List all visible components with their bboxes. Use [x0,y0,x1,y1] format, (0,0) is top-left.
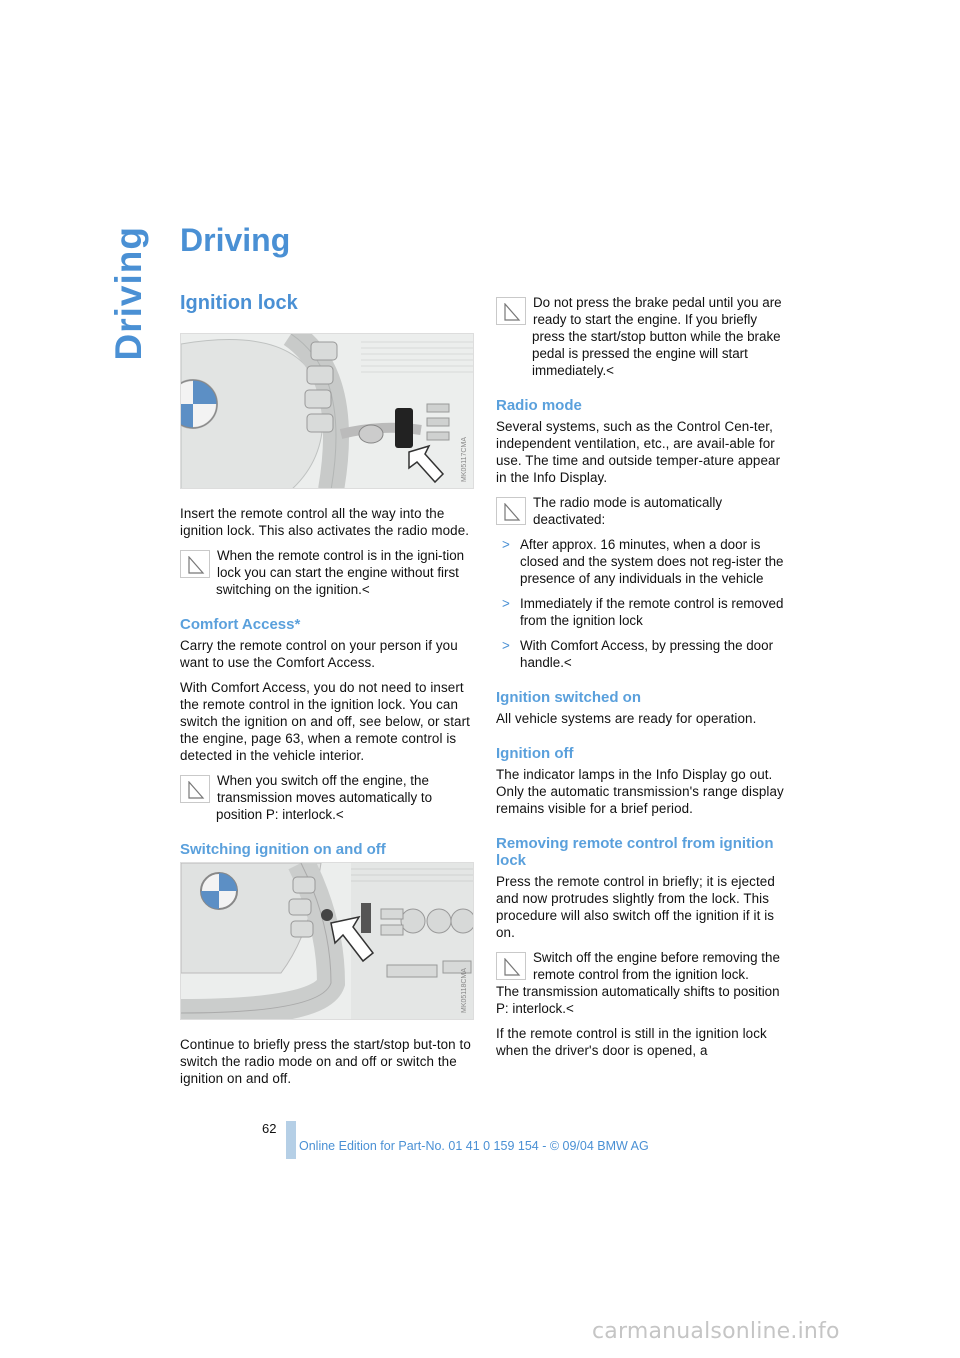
bullet-icon: > [502,638,510,653]
paragraph: All vehicle systems are ready for operation. [496,711,757,726]
paragraph: Press the remote control in briefly; it is ejected and now protrudes slightly from the lock. This procedure will also switch off the ignition if it is on. [496,874,775,940]
note-triangle-icon [496,497,526,525]
watermark: carmanualsonline.info [592,1319,840,1344]
footer-text: Online Edition for Part-No. 01 41 0 159 154 - © 09/04 BMW AG [299,1139,649,1153]
footer-bar [286,1121,296,1159]
list-item-text: With Comfort Access, by pressing the door handle.< [520,638,774,670]
paragraph: Several systems, such as the Control Cen-ter, independent ventilation, etc., are avail-able for use. The time and outside temper-ature appear in the Info Display. [496,419,781,485]
note-text: When you switch off the engine, the transmission moves automatically to position P: interlock.< [216,773,433,822]
bullet-list [496,536,792,671]
start-stop-illustration [181,863,474,1020]
list-item [496,637,792,671]
paragraph: Carry the remote control on your person if you want to use the Comfort Access. [180,638,458,670]
paragraph: If the remote control is still in the ignition lock when the driver's door is opened, a [496,1026,767,1058]
note-triangle-icon [180,550,210,578]
paragraph: The indicator lamps in the Info Display go out. Only the automatic transmission's range display remains visible for a brief period. [496,767,784,816]
list-item [496,595,792,629]
figure-code: MK05118CMA [461,967,468,1013]
note-block [180,772,476,823]
note-text-continued: The transmission automatically shifts to position P: interlock.< [496,984,780,1016]
note-block [496,949,792,1017]
note-block [496,494,792,528]
list-item-text: After approx. 16 minutes, when a door is closed and the system does not reg-ister the presence of any individuals in the vehicle [520,537,784,586]
list-item [496,536,792,587]
note-triangle-icon [496,297,526,325]
heading-switching-ignition: Switching ignition on and off [180,841,386,858]
page-number: 62 [262,1121,277,1136]
note-block [496,294,792,379]
steering-wheel-illustration [181,334,474,489]
list-item-text: Immediately if the remote control is removed from the ignition lock [520,596,784,628]
note-block [180,547,476,598]
note-text: Do not press the brake pedal until you are ready to start the engine. If you briefly press the start/stop button while the brake pedal is pressed the engine will start immediately.< [532,295,782,378]
note-text: Switch off the engine before removing the remote control from the ignition lock. [533,950,780,982]
page-title: Driving [180,222,291,258]
bullet-icon: > [502,537,510,552]
note-text: The radio mode is automatically deactivated: [533,495,723,527]
right-column [496,294,792,1067]
ignition-lock-figure [180,333,474,489]
paragraph: Continue to briefly press the start/stop but-ton to switch the radio mode on and off or switch the ignition on and off. [180,1037,471,1086]
note-triangle-icon [496,952,526,980]
left-column [180,292,476,1095]
side-tab-label: Driving [108,226,149,361]
heading-removing-remote: Removing remote control from ignition lock [496,835,774,869]
bullet-icon: > [502,596,510,611]
start-stop-button-figure [180,862,474,1020]
note-text: When the remote control is in the igni-tion lock you can start the engine without first switching on the ignition.< [216,548,465,597]
paragraph: With Comfort Access, you do not need to insert the remote control in the ignition lock. You can switch the ignition on and off, see below, or start the engine, page 63, when a remote control is detected in the vehicle interior. [180,680,470,763]
heading-comfort-access: Comfort Access* [180,616,301,633]
heading-radio-mode: Radio mode [496,397,582,414]
paragraph: Insert the remote control all the way into the ignition lock. This also activates the radio mode. [180,506,470,538]
note-triangle-icon [180,775,210,803]
section-title: Ignition lock [180,292,298,314]
figure-code: MK05117CMA [461,436,468,482]
heading-ignition-off: Ignition off [496,745,574,762]
heading-ignition-on: Ignition switched on [496,689,641,706]
